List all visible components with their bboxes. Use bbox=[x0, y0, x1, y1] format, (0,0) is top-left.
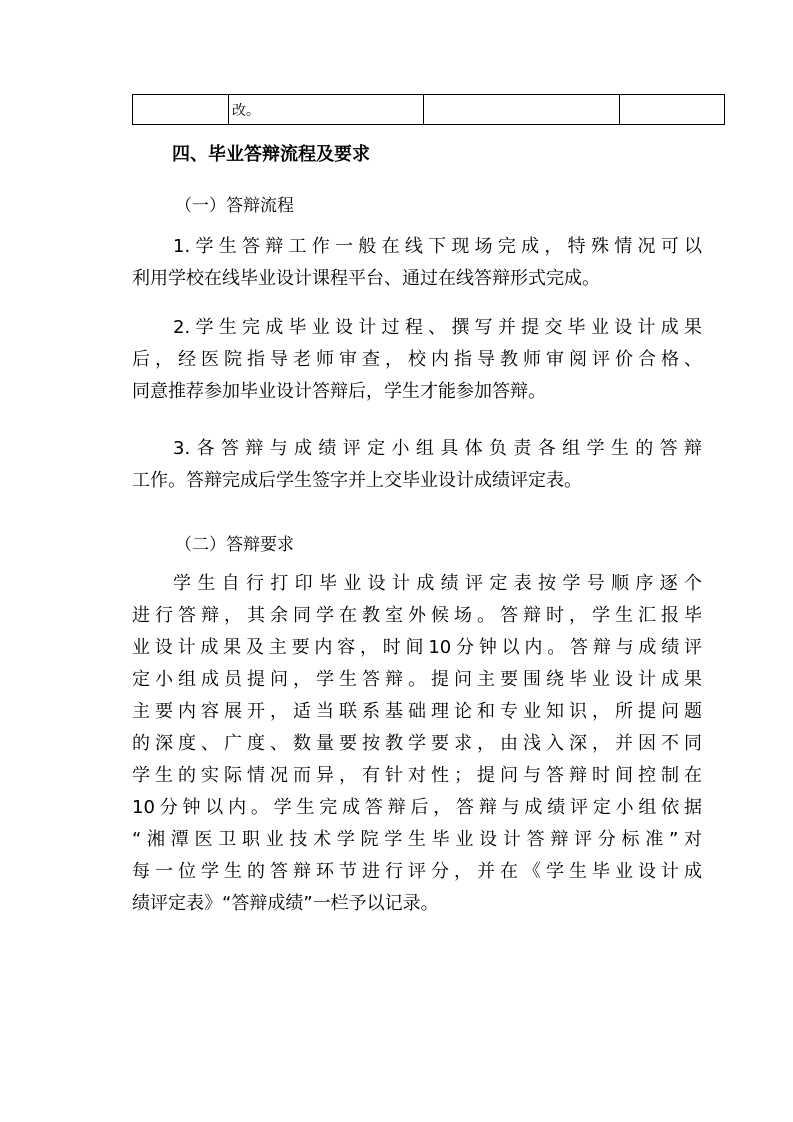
text-line: 利用学校在线毕业设计课程平台、通过在线答辩形式完成。 bbox=[132, 268, 600, 289]
text-line: 同意推荐参加毕业设计答辩后，学生才能参加答辩。 bbox=[132, 381, 546, 402]
text-line: 3.各答辩与成绩评定小组具体负责各组学生的答辩 bbox=[173, 438, 702, 459]
text-line: 2.学生完成毕业设计过程、撰写并提交毕业设计成果 bbox=[173, 317, 702, 338]
text-line: 后，经医院指导老师审查，校内指导教师审阅评价合格、 bbox=[132, 349, 702, 370]
paragraph-requirements bbox=[132, 568, 702, 920]
text-line: 的深度、广度、数量要按教学要求，由浅入深，并因不同 bbox=[132, 733, 702, 754]
text-line: 主要内容展开，适当联系基础理论和专业知识，所提问题 bbox=[132, 701, 702, 722]
text-line: 定小组成员提问，学生答辩。提问主要围绕毕业设计成果 bbox=[132, 669, 702, 690]
table-cell bbox=[133, 95, 229, 125]
table-cell bbox=[620, 95, 725, 125]
table-row bbox=[133, 95, 725, 125]
section-heading: 四、毕业答辩流程及要求 bbox=[172, 144, 370, 165]
continuation-table bbox=[132, 94, 725, 125]
text-line: 绩评定表》“答辩成绩”一栏予以记录。 bbox=[132, 893, 439, 914]
table-cell: 改。 bbox=[229, 95, 424, 125]
paragraph-process-2 bbox=[132, 312, 702, 408]
subsection-heading-process: （一）答辩流程 bbox=[175, 196, 294, 216]
subsection-heading-requirements: （二）答辩要求 bbox=[175, 535, 294, 555]
text-line: 每一位学生的答辩环节进行评分，并在《学生毕业设计成 bbox=[132, 861, 702, 882]
text-line: 业设计成果及主要内容，时间10分钟以内。答辩与成绩评 bbox=[132, 637, 702, 658]
paragraph-process-1 bbox=[132, 231, 702, 295]
paragraph-process-3 bbox=[132, 433, 702, 497]
table-cell bbox=[424, 95, 620, 125]
text-line: 学生自行打印毕业设计成绩评定表按学号顺序逐个 bbox=[173, 573, 702, 594]
text-line: “湘潭医卫职业技术学院学生毕业设计答辩评分标准”对 bbox=[132, 829, 702, 850]
text-line: 工作。答辩完成后学生签字并上交毕业设计成绩评定表。 bbox=[132, 470, 582, 491]
text-line: 10分钟以内。学生完成答辩后，答辩与成绩评定小组依据 bbox=[132, 797, 702, 818]
text-line: 进行答辩，其余同学在教室外候场。答辩时，学生汇报毕 bbox=[132, 605, 702, 626]
text-line: 学生的实际情况而异，有针对性；提问与答辩时间控制在 bbox=[132, 765, 702, 786]
text-line: 1.学生答辩工作一般在线下现场完成，特殊情况可以 bbox=[173, 236, 702, 257]
